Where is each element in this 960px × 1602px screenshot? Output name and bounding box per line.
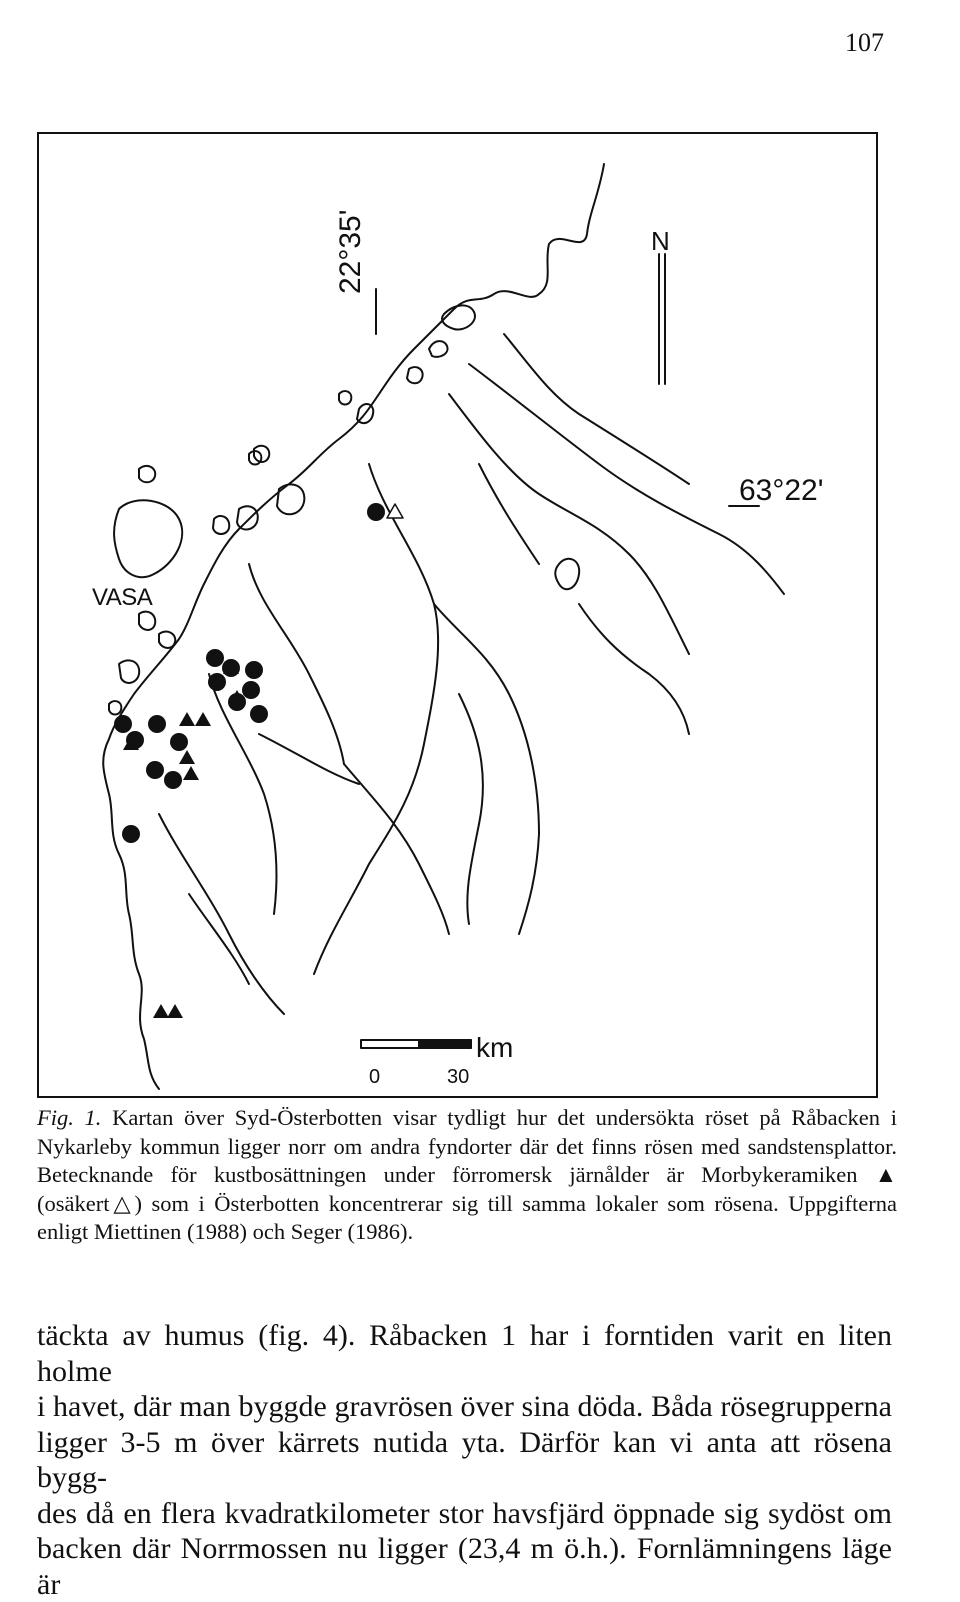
scale-unit: km <box>476 1032 514 1063</box>
map-figure <box>37 132 878 1098</box>
body-line: täckta av humus (fig. 4). Råbacken 1 har i forntiden varit en liten holme <box>37 1319 892 1388</box>
map-drawing <box>39 134 876 1096</box>
cairn-marker <box>242 681 260 699</box>
cairn-marker <box>114 715 132 733</box>
cairn-marker <box>250 705 268 723</box>
island <box>114 500 182 577</box>
cairn-marker <box>245 661 263 679</box>
coastline <box>103 164 604 1089</box>
latitude-label: 63°22' <box>739 474 824 507</box>
cairn-marker <box>367 503 385 521</box>
body-line: i havet, där man byggde gravrösen över sina döda. Båda rösegrupperna <box>37 1390 892 1423</box>
island <box>237 506 258 529</box>
island <box>339 391 351 404</box>
island <box>442 305 475 329</box>
body-line: ligger 3-5 m över kärrets nutida yta. Därför kan vi anta att rösena bygg- <box>37 1425 892 1494</box>
river <box>579 604 689 734</box>
island <box>139 612 155 630</box>
body-paragraph <box>37 1318 892 1602</box>
open-triangle-symbol: △ <box>109 1190 135 1216</box>
river <box>434 604 539 934</box>
cairn-marker <box>170 733 188 751</box>
north-label: N <box>651 226 670 256</box>
island <box>139 466 155 482</box>
body-line: backen där Norrmossen nu ligger (23,4 m ö.h.). Fornlämningens läge är <box>37 1532 892 1601</box>
river <box>314 464 438 974</box>
caption-text: ) som i Österbotten koncentrerar sig till samma lokaler som rösena. Uppgifterna enligt Miettinen (1988) och Seger (1986). <box>37 1190 897 1244</box>
caption-text: Kartan över Syd-Österbotten visar tydligt hur det undersökta röset på Råbacken i Nykarleby kommun ligger norr om andra fyndorter där det finns rösen med sandstensplattor. Betecknande för kustbosättningen under förromersk järnålder är Morbykeramiken <box>37 1105 897 1187</box>
cairn-marker <box>206 649 224 667</box>
body-line: des då en flera kvadratkilometer stor havsfjärd öppnade sig sydöst om <box>37 1496 892 1530</box>
river <box>479 464 539 564</box>
river <box>249 564 344 764</box>
scale-start: 0 <box>369 1066 381 1088</box>
river <box>469 364 784 594</box>
island <box>407 367 423 383</box>
island <box>109 701 121 714</box>
figure-label: Fig. 1. <box>37 1105 102 1130</box>
island <box>159 632 175 648</box>
ceramics-marker <box>195 712 211 726</box>
scale-bar <box>361 1040 471 1048</box>
caption-text: (osäkert <box>37 1190 110 1216</box>
figure-caption <box>37 1104 897 1247</box>
cairn-marker <box>148 715 166 733</box>
ceramics-marker <box>153 1004 169 1018</box>
cairn-marker <box>122 825 140 843</box>
river <box>459 694 483 924</box>
island <box>429 341 448 357</box>
city-label-vasa: VASA <box>92 584 153 611</box>
island <box>555 559 579 589</box>
ceramics-marker <box>167 1004 183 1018</box>
river <box>189 894 249 984</box>
island <box>213 516 229 534</box>
longitude-label: 22°35' <box>334 209 367 294</box>
scale-end: 30 <box>447 1066 470 1088</box>
page-number: 107 <box>845 28 884 57</box>
island <box>119 660 139 683</box>
filled-triangle-symbol: ▲ <box>874 1162 897 1187</box>
cairn-marker <box>146 761 164 779</box>
ceramics-marker <box>179 712 195 726</box>
ceramics-marker <box>179 750 195 764</box>
ceramics-marker <box>183 766 199 780</box>
river <box>449 394 689 654</box>
cairn-marker <box>164 771 182 789</box>
river <box>344 764 449 934</box>
cairn-marker <box>208 673 226 691</box>
river <box>159 814 284 1014</box>
island <box>277 484 304 514</box>
